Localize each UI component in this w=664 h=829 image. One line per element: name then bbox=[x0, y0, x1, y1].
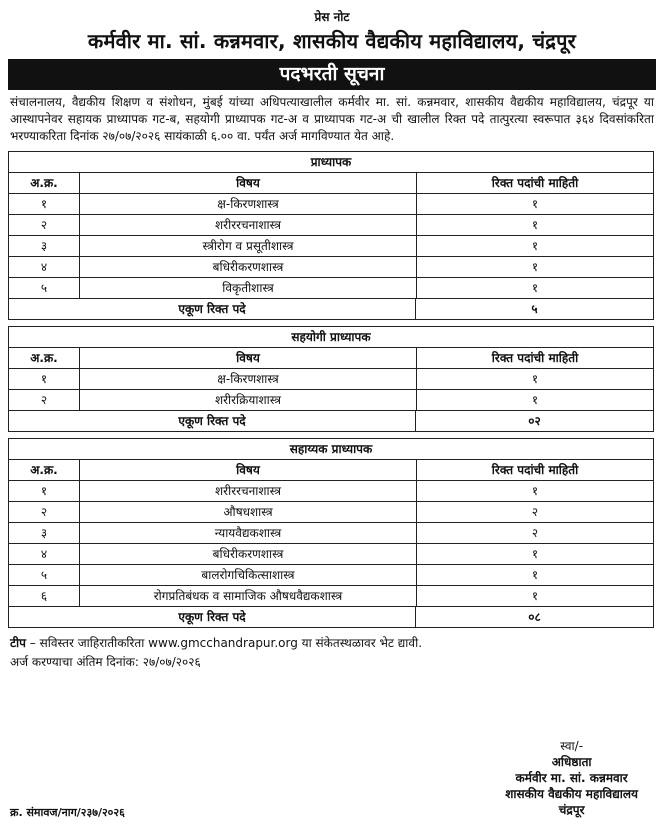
row-number: १ bbox=[9, 369, 80, 389]
total-value: ५ bbox=[531, 302, 538, 316]
row-subject: विकृतीशास्त्र bbox=[80, 278, 417, 298]
signature-line1: कर्मवीर मा. सां. कन्नमवार bbox=[515, 771, 628, 785]
table-row bbox=[9, 257, 653, 278]
row-subject: रोगप्रतिबंधक व सामाजिक औषधवैद्यकशास्त्र bbox=[80, 586, 417, 606]
signature-designation: अधिष्ठाता bbox=[551, 755, 592, 769]
vacancy-table bbox=[8, 151, 654, 320]
table-row bbox=[9, 481, 653, 502]
row-number: ६ bbox=[9, 586, 80, 606]
row-number: ५ bbox=[9, 278, 80, 298]
row-subject: क्ष-किरणशास्त्र bbox=[80, 194, 417, 214]
row-vacancy: १ bbox=[531, 239, 539, 253]
row-number: ४ bbox=[9, 257, 80, 277]
row-number: ५ bbox=[9, 565, 80, 585]
row-subject: बधिरीकरणशास्त्र bbox=[80, 544, 417, 564]
row-number: १ bbox=[9, 194, 80, 214]
table-row bbox=[9, 369, 653, 390]
row-subject: शरीररचनाशास्त्र bbox=[80, 215, 417, 235]
row-number: ४ bbox=[9, 544, 80, 564]
vacancy-table bbox=[8, 438, 654, 628]
press-note-label: प्रेस नोट bbox=[314, 10, 350, 24]
row-vacancy: १ bbox=[531, 393, 539, 407]
total-label: एकूण रिक्त पदे bbox=[9, 607, 416, 627]
row-subject: बालरोगचिकित्साशास्त्र bbox=[80, 565, 417, 585]
column-header-subject: विषय bbox=[80, 348, 417, 368]
table-row bbox=[9, 544, 653, 565]
row-vacancy: १ bbox=[531, 218, 539, 232]
row-subject: शरीररचनाशास्त्र bbox=[80, 481, 417, 501]
column-header-vacancy: रिक्त पदांची माहिती bbox=[491, 351, 579, 365]
signature-city: चंद्रपूर bbox=[558, 803, 585, 817]
row-number: १ bbox=[9, 481, 80, 501]
row-vacancy: १ bbox=[531, 484, 539, 498]
total-value: ०८ bbox=[528, 610, 541, 624]
intro-paragraph: संचालनालय, वैद्यकीय शिक्षण व संशोधन, मुंबई यांच्या अधिपत्याखालील कर्मवीर मा. सां. कन्नमवार, शासकीय वैद्यकीय महाविद्यालय, चंद्रपूर या आस्थापनेवर सहायक प्राध्यापक गट-ब, सहयोगी प्राध्यापक गट-अ व प्राध्यापक गट-अ ची खालील रिक्त पदे तात्पुरत्या स्वरूपात ३६४ दिवसांकरिता भरण्याकरिता दिनांक २७/०७/२०२६ सायंकाळी ६.०० वा. पर्यंत अर्ज मागविण्यात येत आहे. bbox=[10, 95, 654, 143]
row-vacancy: १ bbox=[531, 260, 539, 274]
table-row bbox=[9, 565, 653, 586]
row-subject: स्त्रीरोग व प्रसूतीशास्त्र bbox=[80, 236, 417, 256]
table-total-row bbox=[9, 411, 653, 431]
row-vacancy: १ bbox=[531, 197, 539, 211]
press-note-page bbox=[8, 8, 656, 821]
table-header-row bbox=[9, 460, 653, 481]
row-vacancy: १ bbox=[531, 568, 539, 582]
signature-block bbox=[505, 738, 638, 818]
vacancy-table bbox=[8, 326, 654, 432]
table-row bbox=[9, 215, 653, 236]
row-subject: औषधशास्त्र bbox=[80, 502, 417, 522]
signature-line2: शासकीय वैद्यकीय महाविद्यालय bbox=[505, 787, 638, 801]
table-row bbox=[9, 236, 653, 257]
row-subject: क्ष-किरणशास्त्र bbox=[80, 369, 417, 389]
row-subject: बधिरीकरणशास्त्र bbox=[80, 257, 417, 277]
table-header-row bbox=[9, 348, 653, 369]
column-header-subject: विषय bbox=[80, 173, 417, 193]
row-vacancy: १ bbox=[531, 372, 539, 386]
total-label: एकूण रिक्त पदे bbox=[9, 299, 416, 319]
row-vacancy: २ bbox=[531, 526, 539, 540]
vacancy-tables bbox=[8, 151, 656, 628]
recruitment-notice-banner: पदभरती सूचना bbox=[8, 59, 656, 90]
reference-number: क्र. संमावज/नाग/२३७/२०२६ bbox=[10, 806, 125, 819]
college-name-heading: कर्मवीर मा. सां. कन्नमवार, शासकीय वैद्यकीय महाविद्यालय, चंद्रपूर bbox=[87, 29, 577, 53]
row-number: २ bbox=[9, 390, 80, 410]
table-title: सहाय्यक प्राध्यापक bbox=[9, 439, 653, 460]
total-value: ०२ bbox=[528, 414, 541, 428]
row-number: ३ bbox=[9, 236, 80, 256]
table-row bbox=[9, 194, 653, 215]
column-header-vacancy: रिक्त पदांची माहिती bbox=[491, 463, 579, 477]
table-title: सहयोगी प्राध्यापक bbox=[9, 327, 653, 348]
note-text: – सविस्तर जाहिरातीकरिता www.gmcchandrapur.org या संकेतस्थळावर भेट द्यावी. bbox=[25, 636, 423, 650]
row-vacancy: १ bbox=[531, 281, 539, 295]
table-row bbox=[9, 502, 653, 523]
column-header-no: अ.क्र. bbox=[9, 348, 80, 368]
column-header-subject: विषय bbox=[80, 460, 417, 480]
table-row bbox=[9, 586, 653, 607]
row-number: २ bbox=[9, 215, 80, 235]
table-total-row bbox=[9, 607, 653, 627]
table-header-row bbox=[9, 173, 653, 194]
table-row bbox=[9, 523, 653, 544]
row-number: २ bbox=[9, 502, 80, 522]
total-label: एकूण रिक्त पदे bbox=[9, 411, 416, 431]
row-vacancy: १ bbox=[531, 589, 539, 603]
row-vacancy: २ bbox=[531, 505, 539, 519]
row-number: ३ bbox=[9, 523, 80, 543]
signature-sd: स्वा/- bbox=[560, 739, 584, 753]
column-header-vacancy: रिक्त पदांची माहिती bbox=[491, 176, 579, 190]
column-header-no: अ.क्र. bbox=[9, 173, 80, 193]
row-subject: शरीरक्रियाशास्त्र bbox=[80, 390, 417, 410]
table-total-row bbox=[9, 299, 653, 319]
last-date-line: अर्ज करण्याचा अंतिम दिनांक: २७/०७/२०२६ bbox=[10, 655, 201, 669]
row-subject: न्यायवैद्यकशास्त्र bbox=[80, 523, 417, 543]
website-note bbox=[10, 634, 656, 651]
row-vacancy: १ bbox=[531, 547, 539, 561]
table-row bbox=[9, 390, 653, 411]
table-row bbox=[9, 278, 653, 299]
note-prefix: टीप bbox=[10, 636, 26, 650]
table-title: प्राध्यापक bbox=[9, 152, 653, 173]
column-header-no: अ.क्र. bbox=[9, 460, 80, 480]
